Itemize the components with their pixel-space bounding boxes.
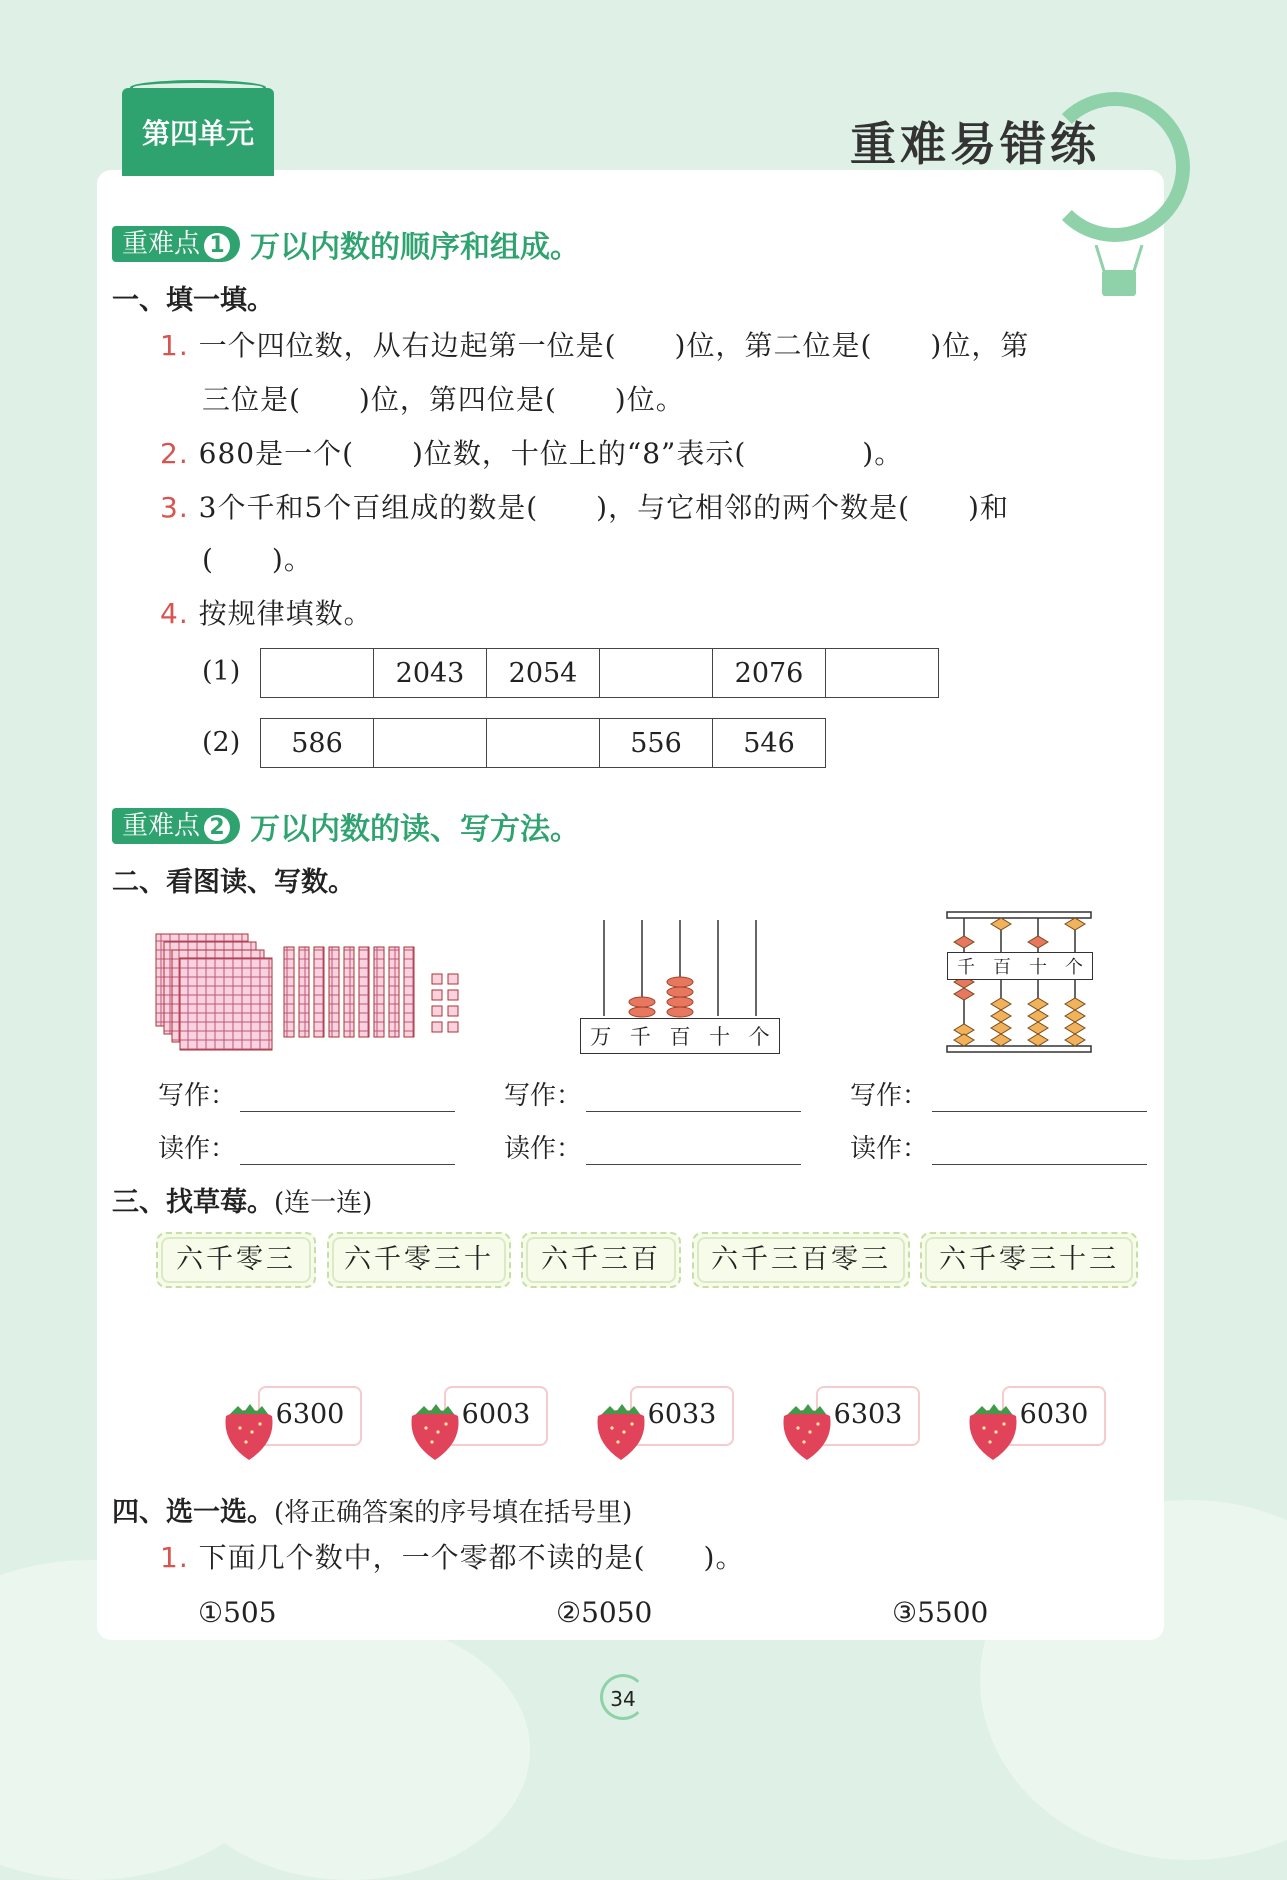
- question-3-line1: 3. 3个千和5个百组成的数是( )，与它相邻的两个数是( )和: [160, 491, 1009, 524]
- page-title: 重难易错练: [850, 117, 1100, 171]
- chinese-number-card[interactable]: 六千零三: [156, 1232, 316, 1288]
- answer-blank[interactable]: [586, 1136, 801, 1165]
- abacus-rods: [580, 918, 780, 1018]
- key-point-badge: 重难点 1: [112, 226, 240, 262]
- strawberry-icon: [216, 1402, 282, 1462]
- balloon-icon: [1040, 92, 1190, 242]
- question-1-line2: 三位是( )位，第四位是( )位。: [202, 383, 685, 416]
- read-answer-1: 读作：: [158, 1128, 455, 1165]
- question-4: 4. 按规律填数。: [160, 597, 373, 630]
- section-1-title: 一、填一填。: [112, 285, 274, 316]
- chinese-number-card[interactable]: 六千零三十三: [920, 1232, 1138, 1288]
- sequence-cell: 586: [261, 719, 374, 768]
- abacus-frame: [946, 910, 1092, 1058]
- answer-blank[interactable]: [586, 1083, 801, 1112]
- chinese-number-card[interactable]: 六千零三十: [327, 1232, 511, 1288]
- question-2: 2. 680是一个( )位数，十位上的“8”表示( )。: [160, 437, 904, 470]
- answer-blank[interactable]: [932, 1083, 1147, 1112]
- section-3-title: 三、找草莓。(连一连): [112, 1187, 373, 1218]
- strawberry-number: 6300: [258, 1386, 362, 1446]
- strawberry-icon: [402, 1402, 468, 1462]
- strawberry-card[interactable]: [216, 1386, 366, 1456]
- base-ten-blocks-figure: [152, 932, 468, 1052]
- balloon-rope-icon: [1092, 245, 1146, 273]
- read-answer-2: 读作：: [504, 1128, 801, 1165]
- write-answer-2: 写作：: [504, 1075, 801, 1112]
- balloon-basket-icon: [1102, 270, 1136, 296]
- cloud-decoration: [170, 1620, 530, 1880]
- chinese-number-card[interactable]: 六千三百零三: [692, 1232, 910, 1288]
- page-number: 34: [600, 1674, 646, 1720]
- sequence-1-label: (1): [202, 656, 241, 687]
- question-choice-1: 1. 下面几个数中，一个零都不读的是( )。: [160, 1541, 745, 1574]
- sequence-cell: 2054: [487, 649, 600, 698]
- key-point-badge: 重难点 2: [112, 808, 240, 844]
- choice-option-1[interactable]: ①505: [198, 1596, 277, 1629]
- chinese-number-card[interactable]: 六千三百: [521, 1232, 681, 1288]
- strawberry-icon: [960, 1402, 1026, 1462]
- sequence-cell[interactable]: [826, 649, 939, 698]
- strawberry-card[interactable]: [588, 1386, 738, 1456]
- key-point-text: 万以内数的读、写方法。: [250, 812, 581, 847]
- strawberry-number: 6030: [1002, 1386, 1106, 1446]
- sequence-cell[interactable]: [487, 719, 600, 768]
- question-3-line2: ( )。: [202, 543, 313, 576]
- strawberry-number: 6303: [816, 1386, 920, 1446]
- strawberry-icon: [588, 1402, 654, 1462]
- choice-option-2[interactable]: ②5050: [556, 1596, 653, 1629]
- write-answer-1: 写作：: [158, 1075, 455, 1112]
- key-point-2: [112, 804, 581, 847]
- answer-blank[interactable]: [240, 1136, 455, 1165]
- chinese-abacus: [946, 910, 1092, 1058]
- key-point-1: [112, 222, 581, 265]
- answer-blank[interactable]: [240, 1083, 455, 1112]
- abacus-label-bar: 千 百 十 个: [947, 952, 1093, 980]
- sequence-cell: 546: [713, 719, 826, 768]
- key-point-text: 万以内数的顺序和组成。: [250, 230, 581, 265]
- strawberry-icon: [774, 1402, 840, 1462]
- sequence-2-label: (2): [202, 727, 241, 758]
- sequence-cell[interactable]: [600, 649, 713, 698]
- strawberry-card[interactable]: [774, 1386, 924, 1456]
- answer-blank[interactable]: [932, 1136, 1147, 1165]
- read-answer-3: 读作：: [850, 1128, 1147, 1165]
- question-1-line1: 1. 一个四位数，从右边起第一位是( )位，第二位是( )位，第: [160, 329, 1030, 362]
- section-2-title: 二、看图读、写数。: [112, 867, 355, 898]
- abacus-label-bar: 万 千 百 十 个: [580, 1018, 780, 1054]
- write-answer-3: 写作：: [850, 1075, 1147, 1112]
- sequence-1-table: [260, 648, 939, 698]
- sequence-cell: 2043: [374, 649, 487, 698]
- unit-tab: 第四单元: [122, 88, 274, 176]
- section-4-title: 四、选一选。(将正确答案的序号填在括号里): [112, 1497, 633, 1528]
- sequence-2-table: [260, 718, 826, 768]
- strawberry-card[interactable]: [402, 1386, 552, 1456]
- sequence-cell: 2076: [713, 649, 826, 698]
- sequence-cell: 556: [600, 719, 713, 768]
- strawberry-number: 6033: [630, 1386, 734, 1446]
- strawberry-number: 6003: [444, 1386, 548, 1446]
- counting-frame-5: [580, 918, 780, 1054]
- sequence-cell[interactable]: [374, 719, 487, 768]
- choice-option-3[interactable]: ③5500: [892, 1596, 989, 1629]
- sequence-cell[interactable]: [261, 649, 374, 698]
- strawberry-card[interactable]: [960, 1386, 1110, 1456]
